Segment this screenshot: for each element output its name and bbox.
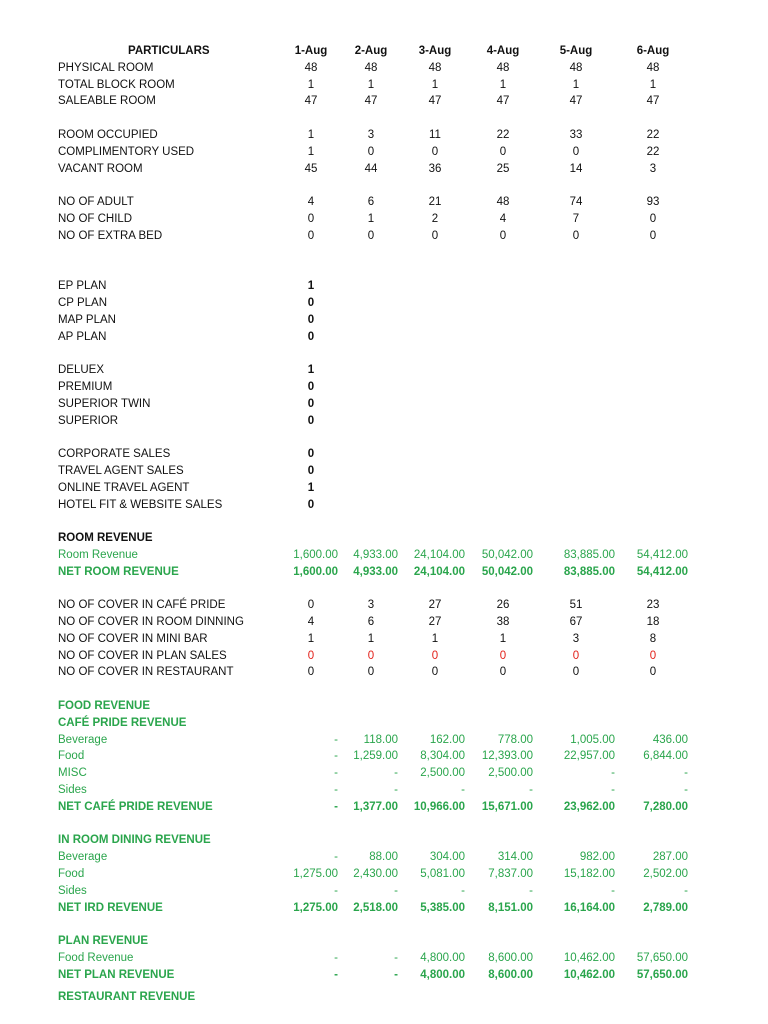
value-cell: 8 <box>649 632 657 645</box>
revenue-row <box>0 849 768 866</box>
value-cell: 6,844.00 <box>643 750 688 763</box>
data-row <box>0 211 768 228</box>
value-cell: 1,005.00 <box>570 733 615 746</box>
value-cell: 287.00 <box>652 851 688 864</box>
value-cell: 18 <box>646 616 660 629</box>
value-cell: - <box>394 968 398 981</box>
plan-value: 0 <box>307 313 315 326</box>
revenue-row <box>0 547 768 564</box>
value-cell: 0 <box>649 229 657 242</box>
row-label: SALEABLE ROOM <box>58 95 156 108</box>
row-label: NET PLAN REVENUE <box>58 968 175 981</box>
value-cell: 3 <box>649 162 657 175</box>
value-cell: 6 <box>367 196 375 209</box>
value-cell: 2,789.00 <box>643 901 688 914</box>
value-cell: 5,081.00 <box>420 868 465 881</box>
row-label: COMPLIMENTORY USED <box>58 145 195 158</box>
sales-row <box>0 480 768 497</box>
food-revenue-title: FOOD REVENUE <box>58 700 151 713</box>
value-cell: 2,500.00 <box>488 767 533 780</box>
room-revenue-title: ROOM REVENUE <box>58 532 153 545</box>
row-label: MAP PLAN <box>58 313 116 326</box>
report-sheet <box>0 43 768 1005</box>
value-cell: 67 <box>569 616 583 629</box>
row-label: ONLINE TRAVEL AGENT <box>58 481 190 494</box>
value-cell: 0 <box>431 229 439 242</box>
plan-value: 0 <box>307 296 315 309</box>
particulars-heading: PARTICULARS <box>128 45 210 57</box>
data-row <box>0 614 768 631</box>
revenue-row <box>0 950 768 967</box>
net-revenue-row <box>0 900 768 917</box>
value-cell: 4,933.00 <box>353 548 398 561</box>
value-cell: 8,151.00 <box>488 901 533 914</box>
value-cell: 22 <box>646 128 660 141</box>
row-label: AP PLAN <box>58 330 107 343</box>
value-cell: 1 <box>367 632 375 645</box>
value-cell: - <box>334 884 338 897</box>
room-type-row <box>0 413 768 430</box>
value-cell: 0 <box>572 145 580 158</box>
row-label: VACANT ROOM <box>58 162 143 175</box>
plan-row <box>0 312 768 329</box>
plan-revenue-title: PLAN REVENUE <box>58 935 149 948</box>
value-cell: - <box>394 767 398 780</box>
value-cell: 162.00 <box>429 733 465 746</box>
value-cell: 54,412.00 <box>636 548 688 561</box>
value-cell: 0 <box>307 229 315 242</box>
value-cell: 10,462.00 <box>563 952 615 965</box>
row-label: DELUEX <box>58 364 105 377</box>
value-cell: 10,966.00 <box>413 800 465 813</box>
value-cell: 11 <box>429 128 441 141</box>
value-cell: 0 <box>307 666 315 679</box>
row-label: NO OF EXTRA BED <box>58 229 163 242</box>
data-row <box>0 77 768 94</box>
value-cell: 48 <box>304 61 318 74</box>
data-row <box>0 194 768 211</box>
value-cell: 0 <box>307 649 315 662</box>
value-cell: 118.00 <box>363 733 398 746</box>
value-cell: 47 <box>304 95 318 108</box>
value-cell: 0 <box>367 229 375 242</box>
spacer <box>0 110 768 127</box>
room-type-row <box>0 362 768 379</box>
value-cell: - <box>529 784 533 797</box>
section-title-row <box>0 832 768 849</box>
net-revenue-row <box>0 564 768 581</box>
room-type-value: 0 <box>307 414 315 427</box>
spacer <box>0 177 768 194</box>
value-cell: 25 <box>496 162 510 175</box>
value-cell: 1 <box>499 78 507 91</box>
row-label: PREMIUM <box>58 380 113 393</box>
data-row <box>0 161 768 178</box>
room-type-value: 0 <box>307 380 315 393</box>
value-cell: 45 <box>304 162 318 175</box>
section-title-row <box>0 933 768 950</box>
value-cell: 1 <box>367 212 375 225</box>
value-cell: 8,600.00 <box>488 952 533 965</box>
value-cell: 5,385.00 <box>420 901 465 914</box>
room-type-value: 0 <box>307 397 315 410</box>
row-label: Beverage <box>58 733 108 746</box>
value-cell: - <box>394 784 398 797</box>
value-cell: 8,304.00 <box>420 750 465 763</box>
plan-row <box>0 278 768 295</box>
row-label: SUPERIOR <box>58 414 119 427</box>
row-label: NO OF ADULT <box>58 196 134 209</box>
room-type-row <box>0 379 768 396</box>
value-cell: 0 <box>431 666 439 679</box>
value-cell: 12,393.00 <box>481 750 533 763</box>
plan-value: 0 <box>307 330 315 343</box>
room-type-value: 1 <box>307 364 315 377</box>
net-revenue-row <box>0 967 768 984</box>
row-label: CORPORATE SALES <box>58 448 171 461</box>
value-cell: - <box>461 884 465 897</box>
sales-row <box>0 446 768 463</box>
plan-row <box>0 329 768 346</box>
value-cell: 1,275.00 <box>293 868 338 881</box>
value-cell: 57,650.00 <box>636 952 688 965</box>
spacer <box>0 245 768 262</box>
value-cell: 436.00 <box>652 733 688 746</box>
data-row <box>0 631 768 648</box>
date-header: 1-Aug <box>294 45 328 57</box>
value-cell: 44 <box>364 162 378 175</box>
value-cell: 27 <box>428 599 442 612</box>
row-label: Sides <box>58 884 87 897</box>
header-row <box>0 43 768 60</box>
value-cell: - <box>461 784 465 797</box>
value-cell: 7 <box>572 212 580 225</box>
value-cell: 314.00 <box>497 851 533 864</box>
value-cell: - <box>684 884 688 897</box>
value-cell: 83,885.00 <box>563 548 615 561</box>
section-title-row <box>0 989 768 1006</box>
value-cell: - <box>611 767 615 780</box>
spacer <box>0 681 768 698</box>
sales-value: 0 <box>307 464 315 477</box>
sales-value: 0 <box>307 448 315 461</box>
value-cell: 0 <box>367 649 375 662</box>
row-label: PHYSICAL ROOM <box>58 61 154 74</box>
sales-value: 1 <box>307 481 315 494</box>
value-cell: 24,104.00 <box>413 565 465 578</box>
section-title-row <box>0 715 768 732</box>
data-row <box>0 597 768 614</box>
value-cell: 0 <box>431 649 439 662</box>
value-cell: 22,957.00 <box>563 750 615 763</box>
section-title-row <box>0 698 768 715</box>
value-cell: 0 <box>499 666 507 679</box>
value-cell: 48 <box>496 61 510 74</box>
spacer <box>0 816 768 833</box>
data-row <box>0 127 768 144</box>
value-cell: 4,800.00 <box>420 968 465 981</box>
spacer <box>0 429 768 446</box>
value-cell: 0 <box>649 649 657 662</box>
value-cell: - <box>684 784 688 797</box>
value-cell: 7,280.00 <box>643 800 688 813</box>
value-cell: 27 <box>428 616 442 629</box>
value-cell: 778.00 <box>497 733 533 746</box>
value-cell: 74 <box>569 196 583 209</box>
value-cell: 0 <box>367 145 375 158</box>
value-cell: 0 <box>367 666 375 679</box>
value-cell: - <box>611 884 615 897</box>
date-header: 2-Aug <box>354 45 388 57</box>
row-label: HOTEL FIT & WEBSITE SALES <box>58 498 223 511</box>
sales-row <box>0 497 768 514</box>
row-label: NO OF CHILD <box>58 212 133 225</box>
value-cell: 2 <box>431 212 439 225</box>
value-cell: 2,430.00 <box>353 868 398 881</box>
value-cell: 1 <box>307 632 315 645</box>
value-cell: - <box>334 952 338 965</box>
sales-value: 0 <box>307 498 315 511</box>
value-cell: 2,518.00 <box>353 901 398 914</box>
value-cell: 0 <box>572 229 580 242</box>
revenue-row <box>0 782 768 799</box>
revenue-row <box>0 765 768 782</box>
cafe-revenue-title: CAFÉ PRIDE REVENUE <box>58 716 187 729</box>
sales-row <box>0 463 768 480</box>
row-label: Sides <box>58 784 87 797</box>
row-label: Room Revenue <box>58 548 138 561</box>
value-cell: 14 <box>569 162 583 175</box>
date-header: 4-Aug <box>486 45 520 57</box>
value-cell: 48 <box>428 61 442 74</box>
data-row <box>0 664 768 681</box>
spacer <box>0 581 768 598</box>
plan-value: 1 <box>307 280 315 293</box>
value-cell: 1,275.00 <box>293 901 338 914</box>
date-header: 3-Aug <box>418 45 452 57</box>
value-cell: - <box>334 733 338 746</box>
value-cell: - <box>611 784 615 797</box>
value-cell: 4 <box>499 212 507 225</box>
row-label: TOTAL BLOCK ROOM <box>58 78 175 91</box>
row-label: NET CAFÉ PRIDE REVENUE <box>58 800 213 813</box>
value-cell: 1,377.00 <box>353 800 398 813</box>
value-cell: 33 <box>569 128 583 141</box>
value-cell: 15,671.00 <box>481 800 533 813</box>
value-cell: 47 <box>646 95 660 108</box>
value-cell: 1 <box>572 78 580 91</box>
value-cell: 22 <box>496 128 510 141</box>
value-cell: 1,259.00 <box>353 750 398 763</box>
data-row <box>0 228 768 245</box>
row-label: Food Revenue <box>58 952 134 965</box>
row-label: NET IRD REVENUE <box>58 901 163 914</box>
value-cell: 1 <box>307 145 315 158</box>
value-cell: 26 <box>496 599 510 612</box>
value-cell: - <box>529 884 533 897</box>
date-header: 5-Aug <box>559 45 593 57</box>
revenue-row <box>0 732 768 749</box>
value-cell: 0 <box>307 599 315 612</box>
value-cell: 23 <box>646 599 660 612</box>
value-cell: 1 <box>307 128 315 141</box>
value-cell: 1 <box>367 78 375 91</box>
value-cell: 4,933.00 <box>353 565 398 578</box>
value-cell: 7,837.00 <box>488 868 533 881</box>
value-cell: - <box>334 851 338 864</box>
value-cell: 3 <box>367 128 375 141</box>
value-cell: 54,412.00 <box>636 565 688 578</box>
value-cell: 1 <box>307 78 315 91</box>
value-cell: 0 <box>431 145 439 158</box>
spacer <box>0 513 768 530</box>
row-label: Food <box>58 750 85 763</box>
row-label: Food <box>58 868 85 881</box>
value-cell: 21 <box>428 196 442 209</box>
value-cell: 16,164.00 <box>563 901 615 914</box>
value-cell: 38 <box>496 616 510 629</box>
value-cell: 3 <box>572 632 580 645</box>
row-label: Beverage <box>58 851 108 864</box>
spacer <box>0 261 768 278</box>
row-label: NO OF COVER IN ROOM DINNING <box>58 616 244 629</box>
value-cell: 50,042.00 <box>481 548 533 561</box>
value-cell: 0 <box>499 229 507 242</box>
value-cell: 8,600.00 <box>488 968 533 981</box>
value-cell: 304.00 <box>429 851 465 864</box>
value-cell: 48 <box>646 61 660 74</box>
plan-row <box>0 295 768 312</box>
value-cell: 3 <box>367 599 375 612</box>
value-cell: - <box>394 884 398 897</box>
value-cell: 22 <box>646 145 660 158</box>
row-label: SUPERIOR TWIN <box>58 397 151 410</box>
value-cell: 10,462.00 <box>563 968 615 981</box>
revenue-row <box>0 866 768 883</box>
value-cell: - <box>334 750 338 763</box>
value-cell: 6 <box>367 616 375 629</box>
value-cell: 0 <box>572 666 580 679</box>
row-label: NO OF COVER IN RESTAURANT <box>58 666 234 679</box>
value-cell: - <box>334 968 338 981</box>
value-cell: 0 <box>649 212 657 225</box>
value-cell: 24,104.00 <box>413 548 465 561</box>
value-cell: 0 <box>499 145 507 158</box>
row-label: EP PLAN <box>58 280 107 293</box>
value-cell: 23,962.00 <box>563 800 615 813</box>
row-label: ROOM OCCUPIED <box>58 128 158 141</box>
value-cell: 4 <box>307 196 315 209</box>
value-cell: 0 <box>649 666 657 679</box>
value-cell: 1 <box>649 78 657 91</box>
net-revenue-row <box>0 799 768 816</box>
row-label: NO OF COVER IN CAFÉ PRIDE <box>58 599 226 612</box>
value-cell: - <box>394 952 398 965</box>
value-cell: 982.00 <box>579 851 615 864</box>
ird-revenue-title: IN ROOM DINING REVENUE <box>58 834 211 847</box>
restaurant-revenue-title: RESTAURANT REVENUE <box>58 990 196 1003</box>
value-cell: 2,502.00 <box>643 868 688 881</box>
spacer <box>0 916 768 933</box>
row-label: MISC <box>58 767 87 780</box>
section-title-row <box>0 530 768 547</box>
room-type-row <box>0 396 768 413</box>
row-label: NET ROOM REVENUE <box>58 565 179 578</box>
row-label: TRAVEL AGENT SALES <box>58 464 184 477</box>
value-cell: - <box>334 784 338 797</box>
value-cell: 1,600.00 <box>293 548 338 561</box>
data-row <box>0 60 768 77</box>
row-label: CP PLAN <box>58 296 108 309</box>
value-cell: - <box>334 800 338 813</box>
value-cell: 1 <box>431 78 439 91</box>
value-cell: 4,800.00 <box>420 952 465 965</box>
value-cell: 2,500.00 <box>420 767 465 780</box>
value-cell: 48 <box>569 61 583 74</box>
data-row <box>0 648 768 665</box>
data-row <box>0 144 768 161</box>
value-cell: 48 <box>364 61 378 74</box>
date-header: 6-Aug <box>636 45 670 57</box>
value-cell: 4 <box>307 616 315 629</box>
value-cell: 93 <box>646 196 660 209</box>
row-label: NO OF COVER IN MINI BAR <box>58 632 208 645</box>
value-cell: 48 <box>496 196 510 209</box>
spacer <box>0 345 768 362</box>
value-cell: 47 <box>428 95 442 108</box>
value-cell: 50,042.00 <box>481 565 533 578</box>
value-cell: 47 <box>569 95 583 108</box>
value-cell: 47 <box>496 95 510 108</box>
value-cell: 0 <box>572 649 580 662</box>
value-cell: 88.00 <box>369 851 398 864</box>
value-cell: 15,182.00 <box>563 868 615 881</box>
value-cell: - <box>334 767 338 780</box>
data-row <box>0 93 768 110</box>
value-cell: 83,885.00 <box>563 565 615 578</box>
value-cell: 0 <box>307 212 315 225</box>
value-cell: 1 <box>431 632 439 645</box>
value-cell: 1 <box>499 632 507 645</box>
value-cell: 57,650.00 <box>636 968 688 981</box>
value-cell: 0 <box>499 649 507 662</box>
revenue-row <box>0 883 768 900</box>
value-cell: - <box>684 767 688 780</box>
value-cell: 51 <box>569 599 583 612</box>
value-cell: 1,600.00 <box>293 565 338 578</box>
value-cell: 47 <box>364 95 378 108</box>
row-label: NO OF COVER IN PLAN SALES <box>58 649 227 662</box>
value-cell: 36 <box>428 162 442 175</box>
revenue-row <box>0 748 768 765</box>
